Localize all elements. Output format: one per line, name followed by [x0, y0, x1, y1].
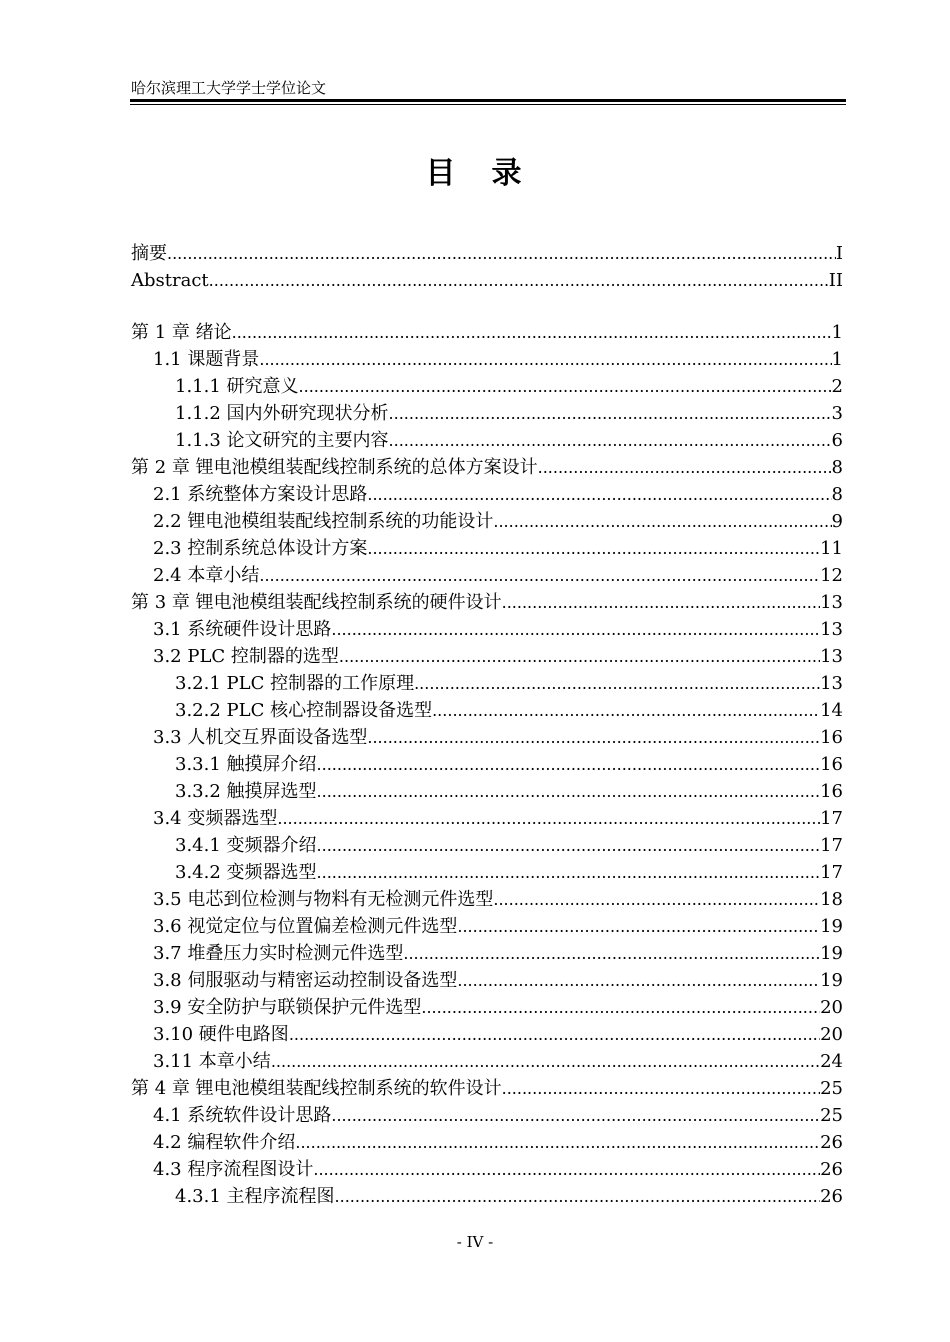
toc-entry-page: 3	[831, 403, 843, 424]
toc-dot-leader	[389, 400, 832, 427]
toc-dot-leader	[277, 805, 820, 832]
toc-entry-label: 摘要	[131, 243, 167, 264]
toc-entry-label: 3.3.2 触摸屏选型	[175, 781, 317, 802]
toc-entry-page: 20	[820, 997, 843, 1018]
toc-dot-leader	[457, 967, 820, 994]
toc-entry-page: 8	[831, 484, 843, 505]
toc-dot-leader	[331, 616, 820, 643]
toc-entry[interactable]	[131, 832, 843, 859]
header-rule-thick	[130, 99, 846, 102]
toc-dot-leader	[295, 1129, 820, 1156]
toc-entry[interactable]	[131, 1156, 843, 1183]
toc-entry-page: 25	[820, 1078, 843, 1099]
toc-dot-leader	[389, 427, 832, 454]
toc-entry-page: 8	[831, 457, 843, 478]
toc-entry-page: 6	[831, 430, 843, 451]
toc-dot-leader	[432, 697, 820, 724]
toc-entry-label: 第 4 章 锂电池模组装配线控制系统的软件设计	[131, 1078, 502, 1099]
toc-dot-leader	[289, 1021, 820, 1048]
toc-entry-label: 3.1 系统硬件设计思路	[153, 619, 332, 640]
toc-entry[interactable]	[131, 886, 843, 913]
toc-entry[interactable]	[131, 913, 843, 940]
toc-entry-label: Abstract	[131, 270, 209, 291]
toc-entry-label: 3.7 堆叠压力实时检测元件选型	[153, 943, 404, 964]
toc-entry[interactable]	[131, 994, 843, 1021]
toc-entry-label: 4.2 编程软件介绍	[153, 1132, 296, 1153]
toc-entry-page: 1	[831, 349, 843, 370]
toc-dot-leader	[317, 751, 821, 778]
toc-entry[interactable]	[131, 1102, 843, 1129]
toc-entry-page: 19	[820, 943, 843, 964]
toc-entry-label: 第 3 章 锂电池模组装配线控制系统的硬件设计	[131, 592, 502, 613]
toc-entry[interactable]	[131, 240, 843, 267]
toc-entry[interactable]	[131, 535, 843, 562]
table-of-contents	[131, 240, 843, 1210]
toc-dot-leader	[457, 913, 820, 940]
toc-entry-page: 14	[820, 700, 843, 721]
toc-dot-leader	[299, 373, 832, 400]
toc-entry[interactable]	[131, 1021, 843, 1048]
toc-entry-label: 3.5 电芯到位检测与物料有无检测元件选型	[153, 889, 494, 910]
toc-dot-leader	[538, 454, 832, 481]
toc-dot-leader	[367, 535, 820, 562]
toc-entry-page: 13	[820, 592, 843, 613]
toc-entry-label: 1.1.1 研究意义	[175, 376, 299, 397]
toc-entry-page: 11	[820, 538, 843, 559]
toc-entry[interactable]	[131, 697, 843, 724]
toc-entry-label: 2.3 控制系统总体设计方案	[153, 538, 368, 559]
toc-dot-leader	[331, 1102, 820, 1129]
toc-entry[interactable]	[131, 1048, 843, 1075]
toc-dot-leader	[335, 1183, 821, 1210]
toc-entry-label: 4.3 程序流程图设计	[153, 1159, 314, 1180]
toc-entry-page: 13	[820, 646, 843, 667]
toc-dot-leader	[317, 778, 821, 805]
toc-entry-label: 2.4 本章小结	[153, 565, 260, 586]
toc-dot-leader	[313, 1156, 820, 1183]
toc-entry[interactable]	[131, 454, 843, 481]
toc-entry-label: 3.2.1 PLC 控制器的工作原理	[175, 673, 415, 694]
toc-entry-label: 4.3.1 主程序流程图	[175, 1186, 335, 1207]
toc-entry-page: 19	[820, 970, 843, 991]
toc-dot-leader	[502, 1075, 820, 1102]
toc-entry-page: 26	[820, 1159, 843, 1180]
toc-dot-leader	[367, 481, 831, 508]
toc-entry[interactable]	[131, 400, 843, 427]
toc-entry-label: 3.2.2 PLC 核心控制器设备选型	[175, 700, 433, 721]
toc-entry-page: 17	[820, 835, 843, 856]
toc-dot-leader	[271, 1048, 820, 1075]
toc-entry-label: 3.3 人机交互界面设备选型	[153, 727, 368, 748]
toc-entry[interactable]	[131, 616, 843, 643]
toc-dot-leader	[317, 832, 821, 859]
toc-entry[interactable]	[131, 508, 843, 535]
toc-entry-page: 24	[820, 1051, 843, 1072]
toc-dot-leader	[259, 562, 820, 589]
toc-entry-label: 第 1 章 绪论	[131, 322, 232, 343]
toc-entry-page: 19	[820, 916, 843, 937]
toc-entry[interactable]	[131, 643, 843, 670]
toc-entry-page: I	[835, 243, 843, 264]
toc-entry[interactable]	[131, 589, 843, 616]
toc-entry[interactable]	[131, 724, 843, 751]
toc-entry-page: 2	[831, 376, 843, 397]
toc-entry-label: 2.1 系统整体方案设计思路	[153, 484, 368, 505]
toc-entry-label: 3.3.1 触摸屏介绍	[175, 754, 317, 775]
toc-entry-page: 17	[820, 862, 843, 883]
toc-entry-page: 18	[820, 889, 843, 910]
toc-dot-leader	[502, 589, 820, 616]
toc-dot-leader	[167, 240, 836, 267]
toc-entry-page: 13	[820, 619, 843, 640]
toc-entry-label: 3.6 视觉定位与位置偏差检测元件选型	[153, 916, 458, 937]
toc-dot-leader	[232, 319, 832, 346]
toc-entry-label: 3.10 硬件电路图	[153, 1024, 289, 1045]
toc-entry-page: 12	[820, 565, 843, 586]
toc-entry[interactable]	[131, 940, 843, 967]
toc-dot-leader	[403, 940, 820, 967]
toc-dot-leader	[339, 643, 820, 670]
toc-entry-page: 25	[820, 1105, 843, 1126]
toc-entry-label: 3.11 本章小结	[153, 1051, 271, 1072]
toc-entry-label: 2.2 锂电池模组装配线控制系统的功能设计	[153, 511, 494, 532]
toc-dot-leader	[317, 859, 821, 886]
toc-entry-page: 26	[820, 1132, 843, 1153]
toc-entry[interactable]	[131, 319, 843, 346]
toc-entry-label: 1.1.2 国内外研究现状分析	[175, 403, 389, 424]
toc-dot-leader	[209, 267, 829, 294]
running-header: 哈尔滨理工大学学士学位论文	[131, 79, 327, 97]
toc-entry[interactable]	[131, 1183, 843, 1210]
toc-dot-leader	[493, 508, 831, 535]
toc-entry-page: 17	[820, 808, 843, 829]
toc-dot-leader	[414, 670, 820, 697]
toc-entry[interactable]	[131, 267, 843, 294]
toc-entry[interactable]	[131, 1129, 843, 1156]
toc-entry[interactable]	[131, 967, 843, 994]
toc-entry-label: 3.4.1 变频器介绍	[175, 835, 317, 856]
toc-entry[interactable]	[131, 805, 843, 832]
toc-entry-label: 3.9 安全防护与联锁保护元件选型	[153, 997, 422, 1018]
toc-entry-label: 1.1 课题背景	[153, 349, 260, 370]
toc-entry[interactable]	[131, 1075, 843, 1102]
toc-entry[interactable]	[131, 562, 843, 589]
toc-entry[interactable]	[131, 373, 843, 400]
toc-entry-page: 13	[820, 673, 843, 694]
toc-entry[interactable]	[131, 481, 843, 508]
toc-dot-leader	[259, 346, 831, 373]
toc-entry-label: 3.8 伺服驱动与精密运动控制设备选型	[153, 970, 458, 991]
page-number: - IV -	[456, 1233, 494, 1251]
toc-entry-page: 26	[820, 1186, 843, 1207]
page-title: 目 录	[425, 156, 525, 191]
toc-dot-leader	[421, 994, 820, 1021]
toc-dot-leader	[493, 886, 820, 913]
toc-entry-label: 第 2 章 锂电池模组装配线控制系统的总体方案设计	[131, 457, 538, 478]
header-rule-thin	[130, 104, 846, 105]
toc-entry-label: 4.1 系统软件设计思路	[153, 1105, 332, 1126]
toc-entry-page: 20	[820, 1024, 843, 1045]
toc-entry[interactable]	[131, 751, 843, 778]
toc-entry[interactable]	[131, 859, 843, 886]
toc-entry-label: 3.4 变频器选型	[153, 808, 278, 829]
toc-entry-page: 9	[831, 511, 843, 532]
toc-entry-page: 1	[831, 322, 843, 343]
toc-entry-label: 1.1.3 论文研究的主要内容	[175, 430, 389, 451]
toc-entry-page: II	[828, 270, 843, 291]
toc-entry-label: 3.4.2 变频器选型	[175, 862, 317, 883]
toc-entry-label: 3.2 PLC 控制器的选型	[153, 646, 339, 667]
toc-entry[interactable]	[131, 346, 843, 373]
toc-entry[interactable]	[131, 670, 843, 697]
toc-entry[interactable]	[131, 427, 843, 454]
toc-entry-page: 16	[820, 754, 843, 775]
toc-entry-page: 16	[820, 727, 843, 748]
toc-dot-leader	[367, 724, 820, 751]
toc-entry-page: 16	[820, 781, 843, 802]
toc-entry[interactable]	[131, 778, 843, 805]
